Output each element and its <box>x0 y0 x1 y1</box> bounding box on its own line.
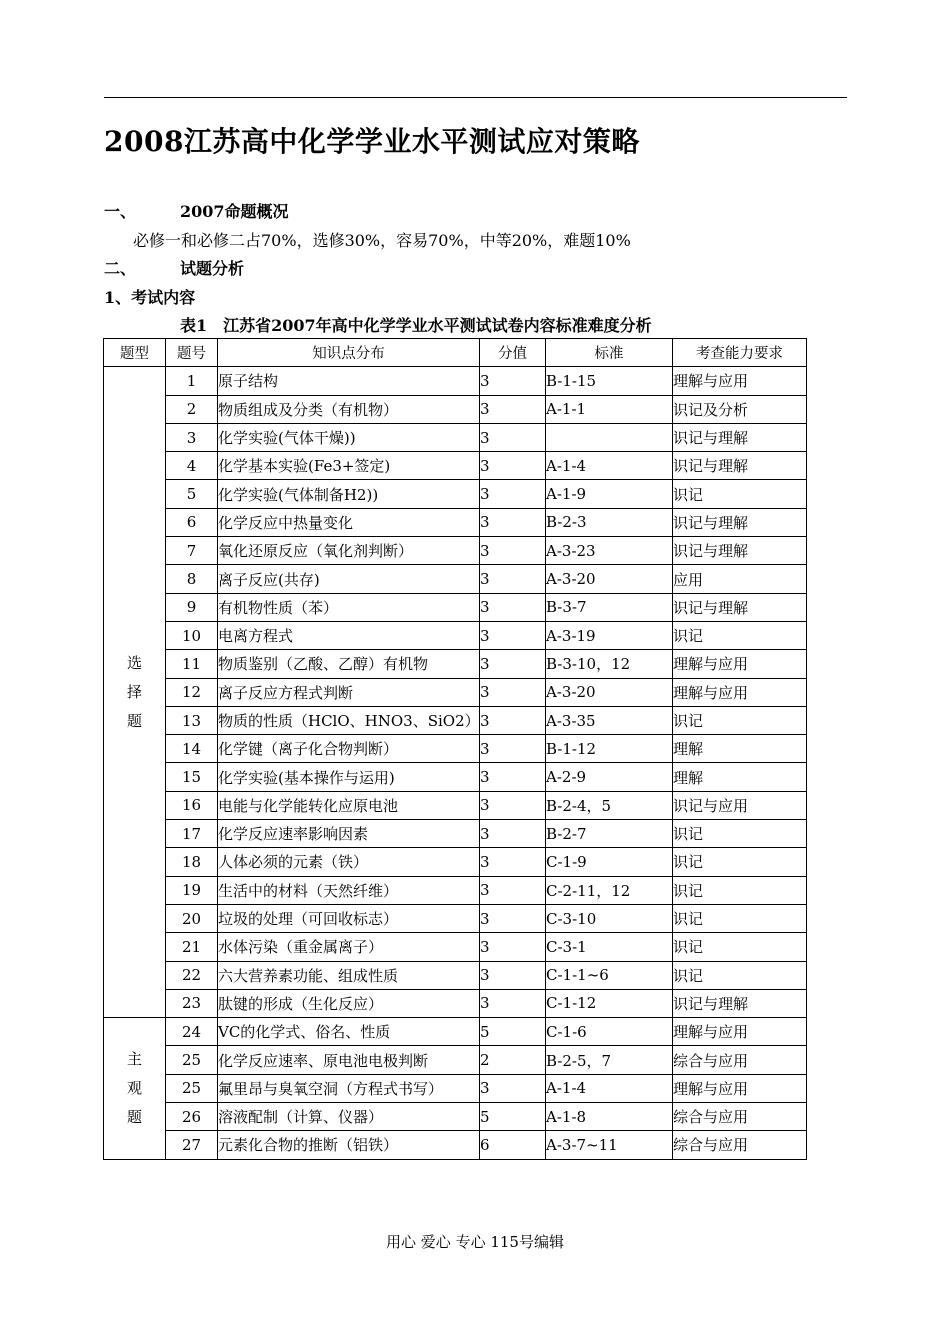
page-footer: 用心 爱心 专心 115号编辑 <box>386 1233 564 1251</box>
table-row <box>104 593 807 621</box>
knowledge-point-cell: 化学实验(气体干燥)) <box>218 423 480 451</box>
knowledge-point-cell: 离子反应方程式判断 <box>218 678 480 706</box>
score-cell: 3 <box>480 961 546 989</box>
subjective-group-label <box>104 1018 166 1159</box>
table-row <box>104 367 807 395</box>
table-row <box>104 820 807 848</box>
knowledge-point-cell: 物质组成及分类（有机物） <box>218 395 480 423</box>
question-number-cell: 3 <box>166 423 218 451</box>
table-row <box>104 452 807 480</box>
ability-requirement-cell: 理解与应用 <box>673 650 807 678</box>
ability-requirement-cell: 理解与应用 <box>673 1074 807 1102</box>
score-cell: 3 <box>480 848 546 876</box>
knowledge-point-cell: VC的化学式、俗名、性质 <box>218 1018 480 1046</box>
question-number-cell: 19 <box>166 876 218 904</box>
table-row <box>104 565 807 593</box>
table-row <box>104 650 807 678</box>
ability-requirement-cell: 理解 <box>673 735 807 763</box>
section-text: 2007命题概况 <box>180 202 289 221</box>
question-number-cell: 15 <box>166 763 218 791</box>
question-number-cell: 22 <box>166 961 218 989</box>
knowledge-point-cell: 氟里昂与臭氧空洞（方程式书写） <box>218 1074 480 1102</box>
knowledge-point-cell: 人体必须的元素（铁） <box>218 848 480 876</box>
knowledge-point-cell: 物质的性质（HClO、HNO3、SiO2） <box>218 706 480 734</box>
score-cell: 5 <box>480 1018 546 1046</box>
knowledge-point-cell: 化学反应速率影响因素 <box>218 820 480 848</box>
content-analysis-table <box>103 338 807 1160</box>
knowledge-point-cell: 物质鉴别（乙酸、乙醇）有机物 <box>218 650 480 678</box>
ability-requirement-cell: 理解与应用 <box>673 367 807 395</box>
score-cell: 3 <box>480 678 546 706</box>
score-cell: 3 <box>480 537 546 565</box>
question-number-cell: 24 <box>166 1018 218 1046</box>
table-row <box>104 1131 807 1159</box>
score-cell: 5 <box>480 1103 546 1131</box>
column-header: 标准 <box>546 339 673 367</box>
subsection-heading: 1、考试内容 <box>104 288 196 307</box>
score-cell: 3 <box>480 876 546 904</box>
question-number-cell: 17 <box>166 820 218 848</box>
ability-requirement-cell: 综合与应用 <box>673 1131 807 1159</box>
score-cell: 3 <box>480 565 546 593</box>
table-row <box>104 1018 807 1046</box>
knowledge-point-cell: 生活中的材料（天然纤维） <box>218 876 480 904</box>
standard-cell: C-3-10 <box>546 904 673 932</box>
question-number-cell: 21 <box>166 933 218 961</box>
group-label-char: 题 <box>126 711 142 730</box>
standard-cell: A-1-4 <box>546 1074 673 1102</box>
column-header: 题号 <box>166 339 218 367</box>
score-cell: 3 <box>480 791 546 819</box>
ability-requirement-cell: 识记 <box>673 961 807 989</box>
standard-cell: B-2-5，7 <box>546 1046 673 1074</box>
standard-cell: A-3-20 <box>546 565 673 593</box>
standard-cell: A-3-23 <box>546 537 673 565</box>
question-number-cell: 1 <box>166 367 218 395</box>
score-cell: 3 <box>480 423 546 451</box>
knowledge-point-cell: 溶液配制（计算、仪器） <box>218 1103 480 1131</box>
table-row <box>104 508 807 536</box>
knowledge-point-cell: 化学实验(气体制备H2)) <box>218 480 480 508</box>
question-number-cell: 2 <box>166 395 218 423</box>
question-number-cell: 27 <box>166 1131 218 1159</box>
table-row <box>104 395 807 423</box>
knowledge-point-cell: 水体污染（重金属离子） <box>218 933 480 961</box>
score-cell: 3 <box>480 904 546 932</box>
table-row <box>104 848 807 876</box>
score-cell: 2 <box>480 1046 546 1074</box>
standard-cell: B-2-3 <box>546 508 673 536</box>
score-cell: 6 <box>480 1131 546 1159</box>
score-cell: 3 <box>480 593 546 621</box>
question-number-cell: 7 <box>166 537 218 565</box>
column-header: 题型 <box>104 339 166 367</box>
standard-cell: B-2-7 <box>546 820 673 848</box>
group-label-char: 题 <box>126 1107 142 1126</box>
standard-cell: B-1-12 <box>546 735 673 763</box>
standard-cell: C-1-12 <box>546 989 673 1017</box>
score-cell: 3 <box>480 820 546 848</box>
table-row <box>104 537 807 565</box>
ability-requirement-cell: 理解与应用 <box>673 1018 807 1046</box>
ability-requirement-cell: 综合与应用 <box>673 1103 807 1131</box>
table-row <box>104 961 807 989</box>
knowledge-point-cell: 电离方程式 <box>218 621 480 649</box>
standard-cell: A-1-9 <box>546 480 673 508</box>
knowledge-point-cell: 化学基本实验(Fe3+签定) <box>218 452 480 480</box>
question-number-cell: 12 <box>166 678 218 706</box>
ability-requirement-cell: 理解 <box>673 763 807 791</box>
score-cell: 3 <box>480 763 546 791</box>
score-cell: 3 <box>480 621 546 649</box>
knowledge-point-cell: 元素化合物的推断（铝铁） <box>218 1131 480 1159</box>
ability-requirement-cell: 识记 <box>673 933 807 961</box>
table-header-row <box>104 339 807 367</box>
question-number-cell: 16 <box>166 791 218 819</box>
ability-requirement-cell: 应用 <box>673 565 807 593</box>
group-label-char: 择 <box>126 682 142 701</box>
ability-requirement-cell: 识记与理解 <box>673 593 807 621</box>
table-row <box>104 1046 807 1074</box>
question-number-cell: 5 <box>166 480 218 508</box>
question-number-cell: 6 <box>166 508 218 536</box>
standard-cell: A-2-9 <box>546 763 673 791</box>
question-number-cell: 14 <box>166 735 218 763</box>
table-row <box>104 480 807 508</box>
header-rule <box>104 97 847 98</box>
column-header: 考查能力要求 <box>673 339 807 367</box>
standard-cell: C-1-9 <box>546 848 673 876</box>
ability-requirement-cell: 识记 <box>673 876 807 904</box>
table-row <box>104 1074 807 1102</box>
ability-requirement-cell: 识记 <box>673 621 807 649</box>
knowledge-point-cell: 有机物性质（苯） <box>218 593 480 621</box>
table-row <box>104 933 807 961</box>
knowledge-point-cell: 化学反应速率、原电池电极判断 <box>218 1046 480 1074</box>
multiple-choice-group-label <box>104 367 166 1018</box>
ability-requirement-cell: 识记 <box>673 706 807 734</box>
ability-requirement-cell: 识记 <box>673 480 807 508</box>
question-number-cell: 25 <box>166 1074 218 1102</box>
table-row <box>104 735 807 763</box>
standard-cell: A-3-20 <box>546 678 673 706</box>
knowledge-point-cell: 六大营养素功能、组成性质 <box>218 961 480 989</box>
standard-cell: A-1-1 <box>546 395 673 423</box>
ability-requirement-cell: 识记 <box>673 848 807 876</box>
standard-cell: C-1-1~6 <box>546 961 673 989</box>
knowledge-point-cell: 垃圾的处理（可回收标志） <box>218 904 480 932</box>
knowledge-point-cell: 化学实验(基本操作与运用) <box>218 763 480 791</box>
ability-requirement-cell: 识记与理解 <box>673 537 807 565</box>
group-label-char: 观 <box>126 1078 142 1097</box>
standard-cell: A-3-19 <box>546 621 673 649</box>
ability-requirement-cell: 识记与理解 <box>673 423 807 451</box>
ability-requirement-cell: 识记与理解 <box>673 508 807 536</box>
knowledge-point-cell: 氧化还原反应（氧化剂判断） <box>218 537 480 565</box>
knowledge-point-cell: 离子反应(共存) <box>218 565 480 593</box>
ability-requirement-cell: 识记与理解 <box>673 452 807 480</box>
standard-cell <box>546 423 673 451</box>
table-caption: 表1 江苏省2007年高中化学学业水平测试试卷内容标准难度分析 <box>180 316 652 335</box>
section-heading-2 <box>104 256 244 279</box>
knowledge-point-cell: 化学反应中热量变化 <box>218 508 480 536</box>
table-row <box>104 791 807 819</box>
score-cell: 3 <box>480 650 546 678</box>
question-number-cell: 9 <box>166 593 218 621</box>
table-row <box>104 876 807 904</box>
table-row <box>104 1103 807 1131</box>
question-number-cell: 11 <box>166 650 218 678</box>
table-row <box>104 904 807 932</box>
knowledge-point-cell: 肽键的形成（生化反应） <box>218 989 480 1017</box>
score-cell: 3 <box>480 452 546 480</box>
knowledge-point-cell: 化学键（离子化合物判断） <box>218 735 480 763</box>
ability-requirement-cell: 识记与理解 <box>673 989 807 1017</box>
ability-requirement-cell: 理解与应用 <box>673 678 807 706</box>
score-cell: 3 <box>480 735 546 763</box>
column-header: 分值 <box>480 339 546 367</box>
table-row <box>104 621 807 649</box>
page-title: 2008江苏高中化学学业水平测试应对策略 <box>104 125 640 158</box>
table-row <box>104 763 807 791</box>
group-label-char: 选 <box>126 653 142 672</box>
score-cell: 3 <box>480 508 546 536</box>
ability-requirement-cell: 识记 <box>673 820 807 848</box>
table-row <box>104 706 807 734</box>
question-number-cell: 10 <box>166 621 218 649</box>
table-row <box>104 989 807 1017</box>
score-cell: 3 <box>480 933 546 961</box>
section-number: 一、 <box>104 202 137 221</box>
question-number-cell: 13 <box>166 706 218 734</box>
ability-requirement-cell: 识记 <box>673 904 807 932</box>
standard-cell: B-3-10，12 <box>546 650 673 678</box>
score-cell: 3 <box>480 395 546 423</box>
question-number-cell: 25 <box>166 1046 218 1074</box>
standard-cell: A-1-8 <box>546 1103 673 1131</box>
standard-cell: A-1-4 <box>546 452 673 480</box>
table-row <box>104 423 807 451</box>
paragraph-overview: 必修一和必修二占70%，选修30%，容易70%，中等20%，难题10% <box>133 231 631 250</box>
section-number: 二、 <box>104 259 137 278</box>
question-number-cell: 18 <box>166 848 218 876</box>
standard-cell: C-3-1 <box>546 933 673 961</box>
standard-cell: A-3-7~11 <box>546 1131 673 1159</box>
question-number-cell: 20 <box>166 904 218 932</box>
question-number-cell: 23 <box>166 989 218 1017</box>
score-cell: 3 <box>480 367 546 395</box>
standard-cell: C-1-6 <box>546 1018 673 1046</box>
score-cell: 3 <box>480 706 546 734</box>
standard-cell: B-3-7 <box>546 593 673 621</box>
question-number-cell: 26 <box>166 1103 218 1131</box>
score-cell: 3 <box>480 1074 546 1102</box>
ability-requirement-cell: 识记及分析 <box>673 395 807 423</box>
column-header: 知识点分布 <box>218 339 480 367</box>
standard-cell: B-2-4，5 <box>546 791 673 819</box>
score-cell: 3 <box>480 989 546 1017</box>
group-label-char: 主 <box>126 1049 142 1068</box>
standard-cell: C-2-11，12 <box>546 876 673 904</box>
standard-cell: B-1-15 <box>546 367 673 395</box>
ability-requirement-cell: 综合与应用 <box>673 1046 807 1074</box>
question-number-cell: 4 <box>166 452 218 480</box>
section-text: 试题分析 <box>180 259 245 278</box>
standard-cell: A-3-35 <box>546 706 673 734</box>
table-row <box>104 678 807 706</box>
section-heading-1 <box>104 199 289 222</box>
knowledge-point-cell: 电能与化学能转化应原电池 <box>218 791 480 819</box>
question-number-cell: 8 <box>166 565 218 593</box>
score-cell: 3 <box>480 480 546 508</box>
knowledge-point-cell: 原子结构 <box>218 367 480 395</box>
ability-requirement-cell: 识记与应用 <box>673 791 807 819</box>
